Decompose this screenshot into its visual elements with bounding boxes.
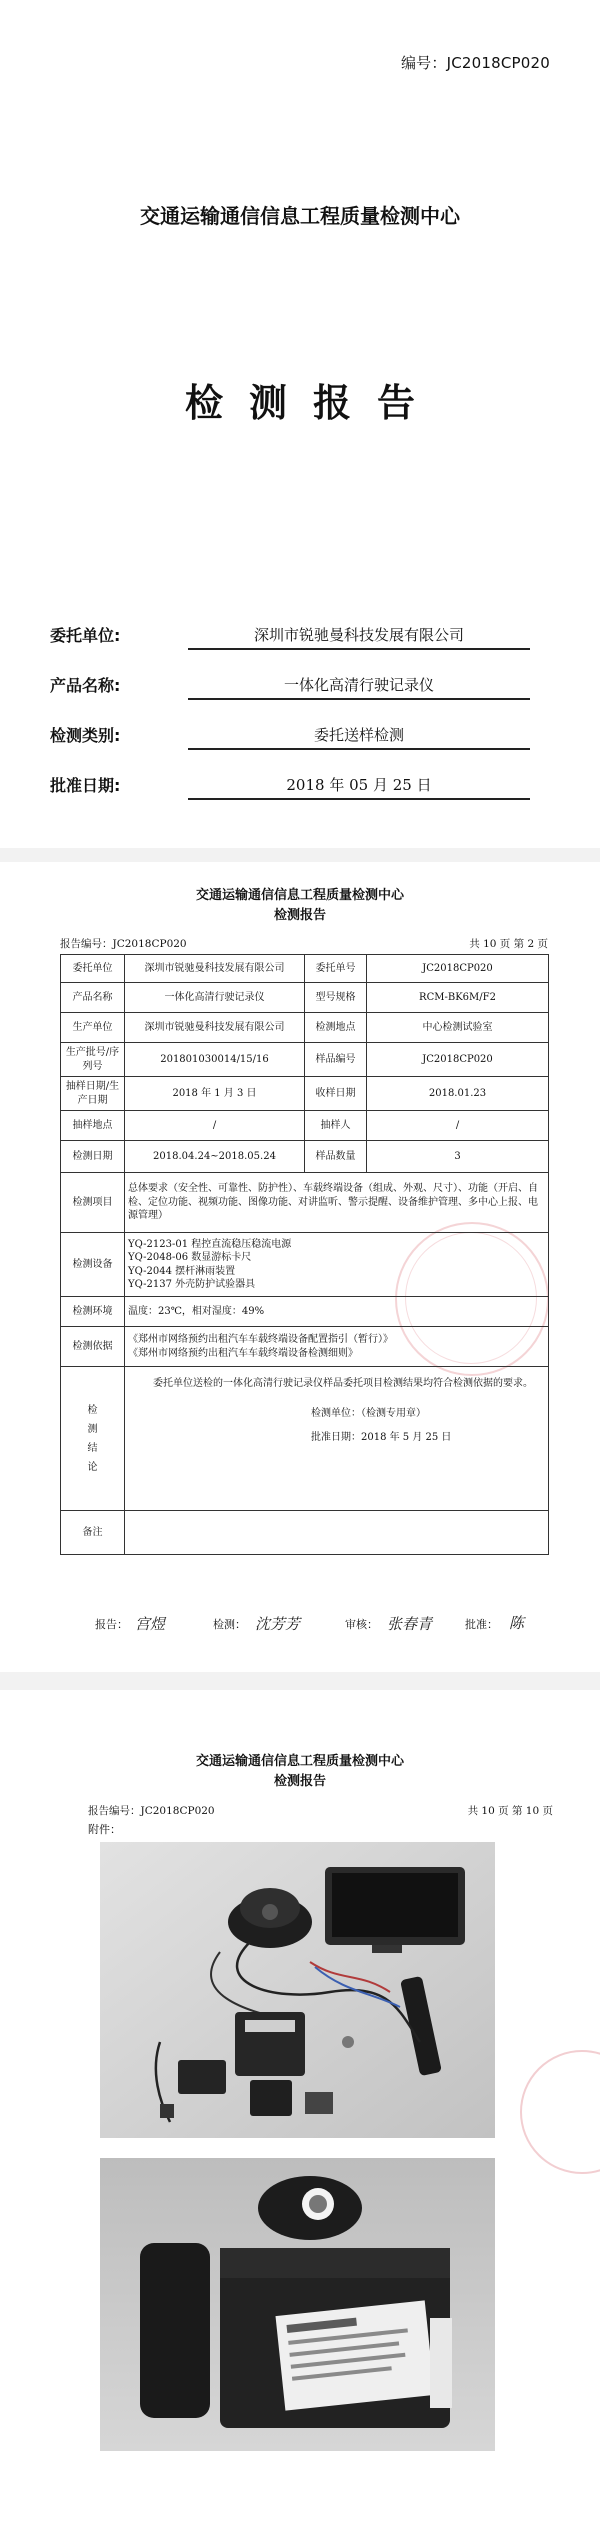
attachment-label: 附件： [88,1823,121,1836]
field-label: 产品名称: [50,676,121,695]
red-seal-stamp [520,2050,600,2174]
cell-value: 201801030014/15/16 [125,1043,305,1077]
approve-signature: 陈 [509,1614,525,1632]
conclusion-text: 委托单位送检的一体化高清行驶记录仪样品委托项目检测结果均符合检测依据的要求。 [153,1378,533,1389]
cell-value: / [367,1111,549,1141]
cover-organization: 交通运输通信信息工程质量检测中心 [140,204,460,228]
table-row [61,1111,549,1141]
device-components-photo [100,1842,495,2138]
report-table [60,954,549,1555]
review-signature: 张春青 [387,1615,433,1633]
field-value: 一体化高清行驶记录仪 [188,674,530,700]
cell-value: 2018 年 1 月 3 日 [125,1077,305,1111]
cover-field-approval-date [50,762,530,802]
field-label: 检测类别: [50,726,121,745]
cell-label: 检测地点 [305,1013,367,1043]
cell-value: 2018.01.23 [367,1077,549,1111]
cell-label: 检测依据 [61,1327,125,1367]
table-row [61,983,549,1013]
conclusion-unit: 检测单位：（检测专用章） [311,1408,426,1419]
equipment-item: YQ-2048-06 数显游标卡尺 [128,1252,252,1263]
table-row [61,1327,549,1367]
device-closeup-photo [100,2158,495,2451]
cell-label: 抽样地点 [61,1111,125,1141]
report-organization: 交通运输通信信息工程质量检测中心 [195,888,404,903]
cell-label: 型号规格 [305,983,367,1013]
report-number: 报告编号：JC2018CP020 [88,1805,215,1817]
table-row [61,1173,549,1233]
cell-value: JC2018CP020 [367,955,549,983]
table-row [61,1043,549,1077]
cell-label: 产品名称 [61,983,125,1013]
report-signature: 宫煜 [135,1615,166,1633]
page-separator [0,1672,600,1690]
table-row [61,1511,549,1555]
cell-value: 一体化高清行驶记录仪 [125,983,305,1013]
check-signer-label: 检测： [213,1618,246,1631]
attachment-organization: 交通运输通信信息工程质量检测中心 [195,1754,404,1769]
cell-value: 中心检测试验室 [367,1013,549,1043]
remark-value [125,1511,549,1555]
cell-label: 检测项目 [61,1173,125,1233]
field-value: 委托送样检测 [188,724,530,750]
report-subtitle: 检测报告 [273,908,326,923]
page-number: 共 10 页 第 10 页 [467,1805,553,1817]
equipment-item: YQ-2044 摆杆淋雨装置 [128,1265,236,1277]
table-row [61,1367,549,1511]
cell-label: 检测日期 [61,1141,125,1173]
report-signer-label: 报告： [95,1618,128,1631]
table-row [61,1297,549,1327]
approve-signer-label: 批准： [465,1618,498,1631]
cell-label: 委托单号 [305,955,367,983]
cell-value: 深圳市锐驰曼科技发展有限公司 [125,955,305,983]
review-signer-label: 审核： [345,1618,378,1631]
attachment-subtitle: 检测报告 [273,1774,326,1789]
cell-label: 收样日期 [305,1077,367,1111]
page-separator [0,848,600,862]
report-page [0,862,600,1672]
check-signature: 沈芳芳 [255,1615,301,1633]
test-equipment [125,1233,549,1297]
test-environment: 温度：23℃，相对湿度：49% [125,1297,549,1327]
cell-value: 3 [367,1141,549,1173]
cell-label: 委托单位 [61,955,125,983]
cell-label: 备注 [61,1511,125,1555]
field-label: 委托单位: [50,626,121,645]
test-conclusion [125,1367,549,1511]
cover-page [0,0,600,848]
cover-field-category [50,712,530,752]
cell-label: 样品编号 [305,1043,367,1077]
field-label: 批准日期: [50,776,121,795]
table-row [61,1233,549,1297]
cell-value: / [125,1111,305,1141]
equipment-item: YQ-2123-01 程控直流稳压稳流电源 [128,1238,292,1250]
cell-value: 深圳市锐驰曼科技发展有限公司 [125,1013,305,1043]
report-number: 报告编号：JC2018CP020 [60,938,187,950]
cell-label: 生产批号/序列号 [61,1043,125,1077]
page-number: 共 10 页 第 2 页 [469,938,548,950]
cover-field-product [50,662,530,702]
cover-field-client [50,612,530,652]
cell-label: 抽样人 [305,1111,367,1141]
conclusion-date: 批准日期：2018 年 5 月 25 日 [311,1431,452,1443]
cell-label: 生产单位 [61,1013,125,1043]
cell-value: JC2018CP020 [367,1043,549,1077]
test-basis [125,1327,549,1367]
cell-value: 2018.04.24~2018.05.24 [125,1141,305,1173]
test-items: 总体要求（安全性、可靠性、防护性）、车载终端设备（组成、外观、尺寸）、功能（开启、自检、定位功能、视频功能、图像功能、对讲监听、警示提醒、设备维护管理、多中心上报、电源管理） [125,1173,549,1233]
attachment-page [0,1690,600,2546]
table-row [61,1141,549,1173]
table-row [61,955,549,983]
field-value: 深圳市锐驰曼科技发展有限公司 [188,624,530,650]
basis-item: 《郑州市网络预约出租汽车车载终端设备检测细则》 [128,1347,358,1359]
cell-label: 样品数量 [305,1141,367,1173]
cell-label: 抽样日期/生产日期 [61,1077,125,1111]
cell-value: RCM-BK6M/F2 [367,983,549,1013]
cell-label [61,1367,125,1511]
equipment-item: YQ-2137 外壳防护试验器具 [128,1279,256,1290]
table-row [61,1077,549,1111]
cell-label: 检测环境 [61,1297,125,1327]
cover-report-number: 编号：JC2018CP020 [400,54,550,72]
conclusion-label: 检测结论 [87,1404,98,1473]
cell-label: 检测设备 [61,1233,125,1297]
basis-item: 《郑州市网络预约出租汽车车载终端设备配置指引（暂行）》 [128,1334,393,1345]
cover-title: 检测报告 [184,380,441,425]
field-value: 2018 年 05 月 25 日 [188,774,530,800]
table-row [61,1013,549,1043]
